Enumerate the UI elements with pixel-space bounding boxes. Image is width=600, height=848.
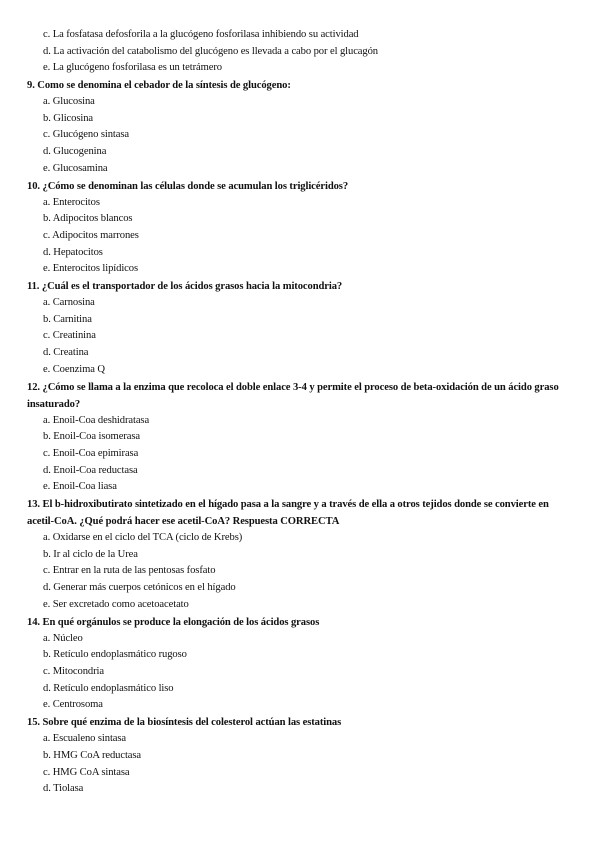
option-d: d. La activación del catabolismo del glucógeno es llevada a cabo por el glucagón — [43, 45, 378, 57]
option-a: a. Núcleo — [43, 632, 83, 644]
question-10 — [27, 178, 575, 279]
question-15 — [27, 714, 575, 798]
option-a: a. Escualeno sintasa — [43, 733, 127, 745]
option-d: d. Creatina — [43, 347, 89, 359]
option-c: c. Glucógeno sintasa — [43, 129, 129, 141]
option-e: e. Glucosamina — [43, 162, 108, 174]
option-a: a. Enoil-Coa deshidratasa — [43, 414, 150, 426]
option-b: b. Glicosina — [43, 112, 93, 124]
option-c: c. Entrar en la ruta de las pentosas fosfato — [43, 565, 216, 577]
option-e: e. Enoil-Coa liasa — [43, 481, 117, 493]
option-a: a. Carnosina — [43, 297, 95, 309]
option-b: b. HMG CoA reductasa — [43, 749, 142, 761]
question-text: 15. Sobre qué enzima de la biosíntesis del colesterol actúan las estatinas — [27, 717, 342, 729]
option-a: a. Enterocitos — [43, 196, 100, 208]
option-d: d. Retículo endoplasmático liso — [43, 682, 174, 694]
option-a: a. Glucosina — [43, 96, 95, 107]
option-d: d. Glucogenina — [43, 146, 107, 158]
option-e: e. Ser excretado como acetoacetato — [43, 598, 189, 610]
option-c: c. Enoil-Coa epimirasa — [43, 447, 139, 459]
option-c: c. Mitocondria — [43, 665, 104, 677]
option-c: c. Adipocitos marrones — [43, 229, 139, 241]
option-d: d. Tiolasa — [43, 783, 84, 795]
question-13 — [27, 496, 575, 614]
question-text: 12. ¿Cómo se llama a la enzima que recoloca el doble enlace 3-4 y permite el proceso de beta-oxidación de un ácido graso insaturado? — [27, 381, 559, 410]
option-d: d. Hepatocitos — [43, 246, 103, 258]
option-b: b. Carnitina — [43, 313, 92, 325]
option-b: b. Ir al ciclo de la Urea — [43, 548, 138, 560]
option-d: d. Generar más cuerpos cetónicos en el hígado — [43, 582, 236, 594]
question-text: 14. En qué orgánulos se produce la elongación de los ácidos grasos — [27, 616, 320, 628]
question-text: 13. El b-hidroxibutirato sintetizado en el hígado pasa a la sangre y a través de ella a otros tejidos donde se convierte en acetil-CoA. ¿Qué podrá hacer ese acetil-CoA? Respuesta CORRECTA — [27, 499, 549, 528]
question-text: 9. Como se denomina el cebador de la síntesis de glucógeno: — [27, 80, 291, 91]
question-11 — [27, 278, 575, 379]
question-9 — [27, 77, 575, 178]
question-14 — [27, 614, 575, 715]
option-b: b. Adipocitos blancos — [43, 213, 133, 225]
question-text: 10. ¿Cómo se denominan las células donde se acumulan los triglicéridos? — [27, 180, 349, 192]
option-a: a. Oxidarse en el ciclo del TCA (ciclo de Krebs) — [43, 532, 243, 544]
option-b: b. Retículo endoplasmático rugoso — [43, 649, 187, 661]
option-e: e. Enterocitos lipídicos — [43, 263, 138, 275]
question-list — [27, 77, 575, 798]
option-d: d. Enoil-Coa reductasa — [43, 464, 138, 476]
option-e: e. Centrosoma — [43, 699, 103, 711]
question-text: 11. ¿Cuál es el transportador de los ácidos grasos hacia la mitocondria? — [27, 281, 343, 293]
option-e: e. La glucógeno fosforilasa es un tetrámero — [43, 62, 222, 74]
option-b: b. Enoil-Coa isomerasa — [43, 431, 140, 443]
option-e: e. Coenzima Q — [43, 363, 105, 375]
option-c: c. La fosfatasa defosforila a la glucógeno fosforilasa inhibiendo su actividad — [43, 29, 359, 40]
previous-question-options — [43, 27, 563, 77]
question-12 — [27, 379, 575, 497]
option-c: c. Creatinina — [43, 330, 96, 342]
option-c: c. HMG CoA sintasa — [43, 766, 130, 778]
